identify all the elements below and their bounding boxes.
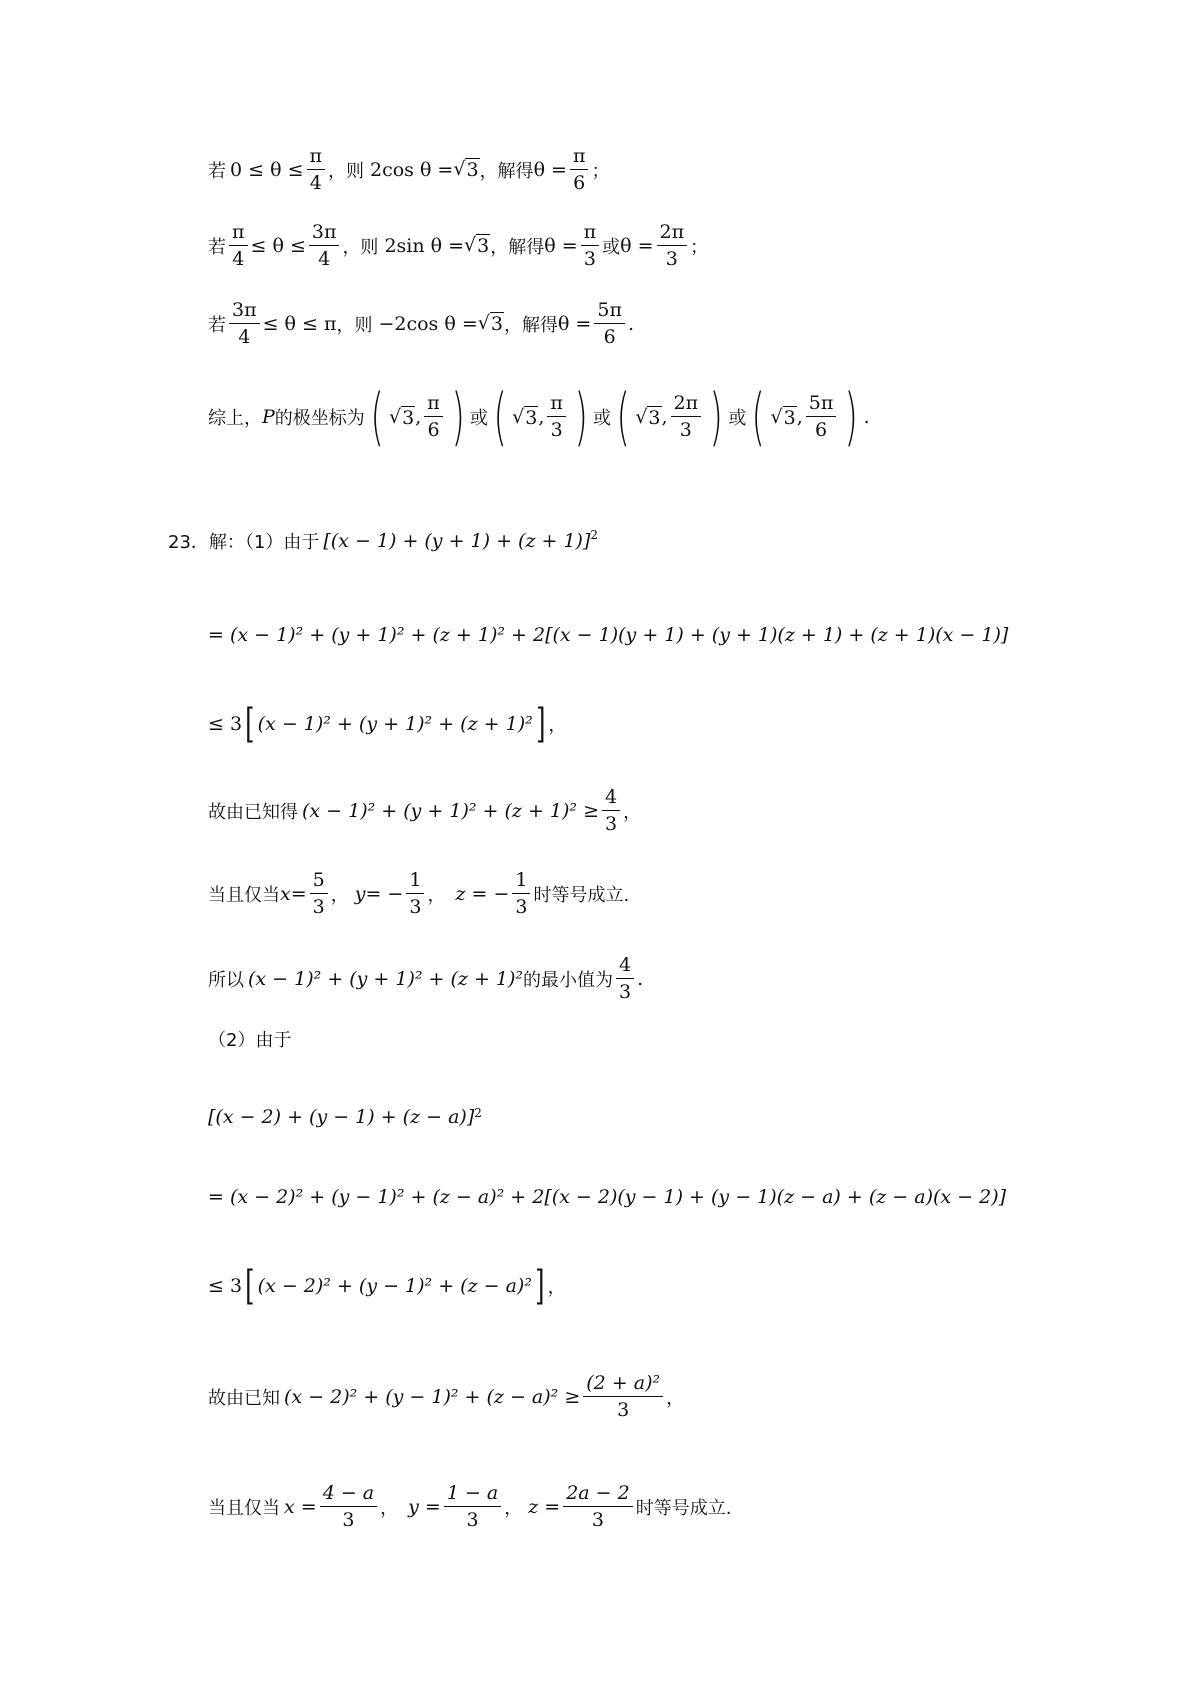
bracket-close-2: ]	[535, 1263, 545, 1309]
summary-P: P	[262, 406, 275, 428]
case2-frac-pi3: $\frac{\pi}{3}$	[581, 222, 600, 270]
case3-sqrt3: √ 3	[477, 312, 503, 336]
case1-if: 若	[208, 160, 226, 182]
p23-l5-t2: 时等号成立.	[533, 884, 630, 906]
p23-l6-t2: 的最小值为	[523, 969, 614, 991]
case2-res1: θ =	[544, 234, 578, 257]
case1-frac-pi6: $\frac{\pi}{6}$	[570, 146, 589, 194]
p23-l5-c2: ，	[427, 884, 446, 906]
case2-then: ，则	[342, 236, 379, 258]
p23-l5	[208, 870, 1108, 918]
p23-l12-frac1: $\frac{4 - a}{3}$	[320, 1483, 377, 1531]
case2-if: 若	[208, 236, 226, 258]
p23-l3	[208, 701, 1108, 747]
case3-line	[208, 300, 1108, 348]
summary-sqrt3-3: √ 3	[635, 405, 661, 429]
summary-frac-pi6: $\frac{\pi}{6}$	[424, 393, 443, 441]
case2-line	[208, 222, 1108, 270]
p23-l6-end: .	[637, 967, 644, 990]
case3-eq: −2cos θ =	[378, 312, 478, 335]
p23-l4-text: 故由已知得	[208, 801, 298, 823]
p23-part2-heading: （2）由于	[208, 1030, 292, 1051]
p23-l2-expr: = (x − 1)² + (y + 1)² + (z + 1)² + 2[(x − 1)(y + 1) + (y + 1)(z + 1) + (z + 1)(x − 1)]	[208, 624, 1009, 646]
p23-l5-x: x=	[280, 882, 307, 905]
case1-end: ；	[591, 160, 610, 182]
p23-l12-y: y =	[408, 1495, 441, 1518]
comma-3: ,	[661, 406, 668, 428]
comma-2: ,	[538, 406, 545, 428]
summary-frac-2pi3: $\frac{2\pi}{3}$	[671, 393, 702, 441]
p23-l6	[208, 955, 1108, 1003]
case3-le: ≤ θ ≤ π	[262, 312, 337, 335]
p23-l10-le: ≤ 3	[208, 1275, 243, 1297]
case1-then: ，则	[328, 160, 364, 182]
case2-eq: 2sin θ =	[384, 234, 465, 257]
summary-sqrt3-4: √ 3	[770, 405, 796, 429]
case1-eq: 2cos θ =	[370, 158, 454, 181]
summary-line	[208, 380, 1108, 453]
case1-sqrt3: √ 3	[453, 158, 479, 182]
case1-line	[208, 146, 1108, 194]
p23-l9-expr: = (x − 2)² + (y − 1)² + (z − a)² + 2[(x − 2)(y − 1) + (y − 1)(z − a) + (z − a)(x − 2)]	[208, 1186, 1007, 1208]
p23-l8-exp: 2	[474, 1106, 482, 1120]
paren-open-3: (	[616, 380, 630, 453]
p23-l3-le: ≤ 3	[208, 713, 243, 735]
p23-l11-frac: $\frac{\text{(2 + a)²}}{3}$	[583, 1373, 663, 1421]
case2-sqrt3: √ 3	[464, 234, 490, 258]
paren-open-2: (	[493, 380, 507, 453]
paren-close-2: )	[574, 380, 588, 453]
p23-l5-z: z = −	[455, 882, 510, 905]
case3-frac-5pi6: $\frac{5\pi}{6}$	[594, 300, 625, 348]
p23-l4-expr: (x − 1)² + (y + 1)² + (z + 1)² ≥	[302, 799, 600, 822]
p23-heading: 23．解：（1）由于	[168, 532, 320, 553]
p23-head-exp: 2	[590, 528, 599, 542]
paren-open-1: (	[370, 380, 384, 453]
case2-frac-pi4: $\frac{\pi}{4}$	[229, 222, 248, 270]
summary-label: 综上，	[208, 408, 262, 429]
p23-l6-expr: (x − 1)² + (y + 1)² + (z + 1)²	[248, 967, 524, 990]
p23-l4-end: ，	[623, 801, 642, 823]
case3-res: θ =	[557, 312, 592, 335]
p23-head-expr: [(x − 1) + (y + 1) + (z + 1)]	[323, 530, 591, 552]
p23-l4-frac: $\frac{4}{3}$	[602, 787, 620, 835]
p23-l4	[208, 787, 1108, 835]
p23-l5-frac2: $\frac{1}{3}$	[406, 870, 424, 918]
p23-l12-z: z =	[528, 1495, 561, 1518]
summary-or-2: 或	[593, 408, 612, 429]
case3-end: .	[627, 312, 634, 335]
summary-sqrt3-1: √ 3	[389, 405, 415, 429]
p23-l5-frac3: $\frac{1}{3}$	[512, 870, 530, 918]
case3-frac-3pi4: $\frac{3\pi}{4}$	[229, 300, 260, 348]
summary-label2: 的极坐标为	[274, 408, 365, 429]
p23-l5-y: y= −	[354, 882, 404, 905]
paren-open-4: (	[751, 380, 766, 453]
bracket-open-1: [	[245, 701, 255, 747]
case3-solve: ，解得	[503, 314, 558, 336]
p23-l2	[208, 624, 1158, 646]
case2-end: ；	[690, 236, 709, 258]
bracket-close-1: ]	[535, 701, 546, 747]
paren-close-4: )	[844, 380, 859, 453]
summary-sqrt3-2: √ 3	[512, 405, 538, 429]
case2-solve: ，解得	[490, 236, 545, 258]
comma-4: ,	[796, 406, 803, 428]
p23-l12-t2: 时等号成立.	[635, 1497, 732, 1519]
p23-l9	[208, 1186, 1168, 1208]
p23-l10-end: ，	[547, 1277, 566, 1298]
p23-l3-end: ，	[548, 715, 567, 736]
summary-or-3: 或	[728, 408, 747, 429]
p23-l11-end: ，	[666, 1387, 685, 1409]
case1-frac-pi4: $\frac{\pi}{4}$	[307, 146, 326, 194]
summary-frac-pi3: $\frac{\pi}{3}$	[547, 393, 566, 441]
case2-frac-3pi4: $\frac{3\pi}{4}$	[309, 222, 340, 270]
p23-head	[168, 528, 1068, 554]
p23-l12-c2: ，	[504, 1497, 523, 1519]
case1-res: θ =	[533, 158, 567, 181]
case2-or: 或	[602, 236, 621, 258]
summary-frac-5pi6: $\frac{5\pi}{6}$	[806, 393, 837, 441]
case2-le: ≤ θ ≤	[250, 234, 306, 257]
comma-1: ,	[415, 406, 422, 428]
p23-l8	[208, 1106, 1108, 1128]
paren-close-3: )	[709, 380, 723, 453]
p23-l6-frac: $\frac{4}{3}$	[616, 955, 634, 1003]
case2-frac-2pi3: $\frac{2\pi}{3}$	[657, 222, 688, 270]
p23-l11-text: 故由已知	[208, 1387, 280, 1409]
p23-l12-c1: ，	[380, 1497, 399, 1519]
case3-then: ，则	[336, 314, 373, 336]
p23-l12-frac3: $\frac{2a - 2}{3}$	[563, 1483, 633, 1531]
p23-l10	[208, 1263, 1108, 1309]
p23-l10-expr: (x − 2)² + (y − 1)² + (z − a)²	[257, 1275, 532, 1297]
paren-close-1: )	[451, 380, 465, 453]
p23-l5-frac1: $\frac{5}{3}$	[310, 870, 328, 918]
p23-l12-frac2: $\frac{1 - a}{3}$	[444, 1483, 501, 1531]
p23-l6-t1: 所以	[208, 969, 244, 991]
p23-l7	[208, 1026, 1108, 1052]
p23-l12-x: x =	[284, 1495, 317, 1518]
p23-l5-t1: 当且仅当	[208, 884, 280, 906]
p23-l12-t1: 当且仅当	[208, 1497, 280, 1519]
p23-l8-expr: [(x − 2) + (y − 1) + (z − a)]	[208, 1106, 475, 1128]
p23-l3-expr: (x − 1)² + (y + 1)² + (z + 1)²	[257, 713, 533, 735]
case1-solve: ，解得	[479, 160, 534, 182]
p23-l12	[208, 1483, 1108, 1531]
p23-l11-expr: (x − 2)² + (y − 1)² + (z − a)² ≥	[284, 1385, 581, 1408]
p23-l5-c1: ，	[330, 884, 349, 906]
summary-end: .	[863, 406, 870, 428]
bracket-open-2: [	[245, 1263, 255, 1309]
case2-res2: θ =	[620, 234, 654, 257]
p23-l11	[208, 1373, 1108, 1421]
case1-cond: 0 ≤ θ ≤	[230, 158, 304, 181]
case3-if: 若	[208, 314, 226, 336]
summary-or-1: 或	[469, 408, 488, 429]
